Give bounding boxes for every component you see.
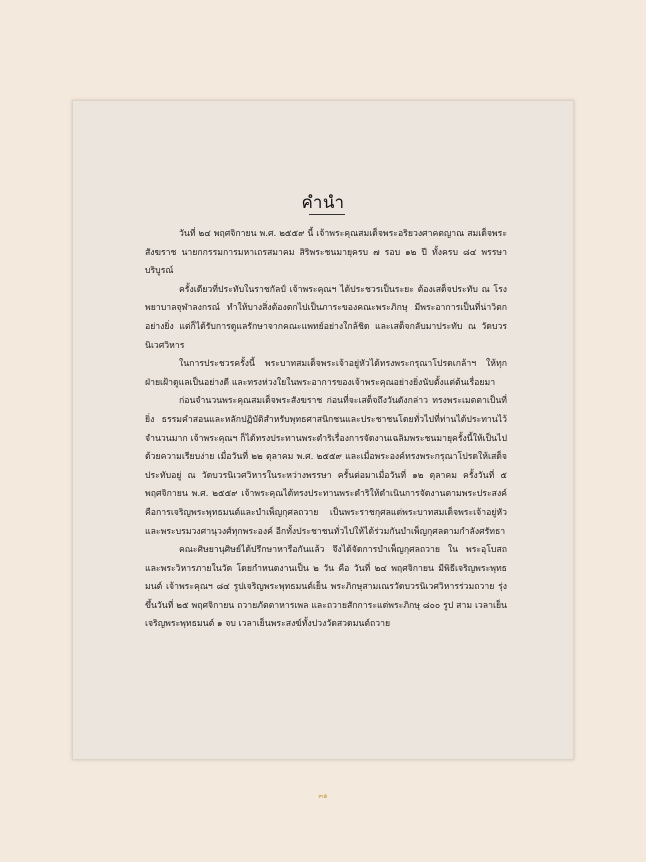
title-underline [309, 214, 345, 215]
paragraph-5: คณะศิษยานุศิษย์ได้ปรึกษาหารือกันแล้ว จึงได้จัดการบำเพ็ญกุศลถวาย ใน พระอุโบสถและพระวิหารภายในวัด โดยกำหนดงานเป็น ๒ วัน คือ วันที่ ๒๔ พฤศจิกายน มีพิธีเจริญพระพุทธมนต์ เจ้าพระคุณฯ ๘๔ รูปเจริญพระพุทธมนต์เย็น พระภิกษุสามเณรวัดบวรนิเวศวิหารร่วมถวาย รุ่งขึ้นวันที่ ๒๕ พฤศจิกายน ถวายภัตตาหารเพล และถวายสักการะแด่พระภิกษุ ๘๐๐ รูป สาม เวลาเย็นเจริญพระพุทธมนต์ ๑ จบ เวลาเย็นพระสงฆ์ทั้งปวงวัดสวดมนต์ถวาย [145, 545, 507, 630]
paragraph-2: ครั้งเดียวที่ประทับในราชกัลป์ เจ้าพระคุณฯ ได้ประชวรเป็นระยะ ต้องเสด็จประทับ ณ โรงพยาบาลจุฬาลงกรณ์ ทำให้บางสิ่งต้องตกไปเป็นภาระของคณะพระภิกษุ มีพระอาการเป็นที่น่าวิตก อย่างยิ่ง แต่ก็ได้รับการดูแลรักษาจากคณะแพทย์อย่างใกล้ชิด และเสด็จกลับมาประทับ ณ วัดบวรนิเวศวิหาร [145, 284, 507, 351]
paragraph-3: ในการประชวรครั้งนี้ พระบาทสมเด็จพระเจ้าอยู่หัวได้ทรงพระกรุณาโปรดเกล้าฯ ให้ทุกฝ่ายเฝ้าดูแลเป็นอย่างดี และทรงห่วงใยในพระอาการของเจ้าพระคุณอย่างยิ่งนับตั้งแต่ต้นเรื่อยมา [145, 359, 507, 388]
paragraph-1: วันที่ ๒๔ พฤศจิกายน พ.ศ. ๒๕๕๙ นี้ เจ้าพระคุณสมเด็จพระอริยวงศาคตญาณ สมเด็จพระสังฆราช นายกกรรมการมหาเถรสมาคม สิริพระชนมายุครบ ๗ รอบ ๑๒ ปี ทั้งครบ ๘๔ พรรษาบริบูรณ์ [145, 229, 507, 277]
document-page [72, 100, 574, 760]
page-title: คำนำ [301, 193, 345, 213]
paragraph-4: ก่อนจำนวนพระคุณสมเด็จพระสังฆราช ก่อนที่จะเสด็จถึงวันดังกล่าว ทรงพระเมตตาเป็นที่ยิ่ง ธรรมคำสอนและหลักปฏิบัติสำหรับพุทธศาสนิกชนและประชาชนโดยทั่วไปที่ท่านได้ประทานไว้จำนวนมาก เจ้าพระคุณฯ ก็ได้ทรงประทานพระดำริเรื่องการจัดงานเฉลิมพระชนมายุครั้งนี้ให้เป็นไปด้วยความเรียบง่าย เมื่อวันที่ ๒๒ ตุลาคม พ.ศ. ๒๕๕๙ และเมื่อพระองค์ทรงพระกรุณาโปรดให้เสด็จประทับอยู่ ณ วัดบวรนิเวศวิหารในระหว่างพรรษา ครั้นต่อมาเมื่อวันที่ ๑๒ ตุลาคม ครั้งวันที่ ๕ พฤศจิกายน พ.ศ. ๒๕๕๙ เจ้าพระคุณได้ทรงประทานพระดำริให้ดำเนินการจัดงานตามพระประสงค์ คือการเจริญพระพุทธมนต์และบำเพ็ญกุศลถวาย เป็นพระราชกุศลแด่พระบาทสมเด็จพระเจ้าอยู่หัว และพระบรมวงศานุวงศ์ทุกพระองค์ อีกทั้งประชาชนทั่วไปให้ได้ร่วมกันบำเพ็ญกุศลตามกำลังศรัทธา [145, 396, 507, 537]
page-number: ๓๑ [318, 792, 328, 800]
body-text [145, 225, 507, 634]
